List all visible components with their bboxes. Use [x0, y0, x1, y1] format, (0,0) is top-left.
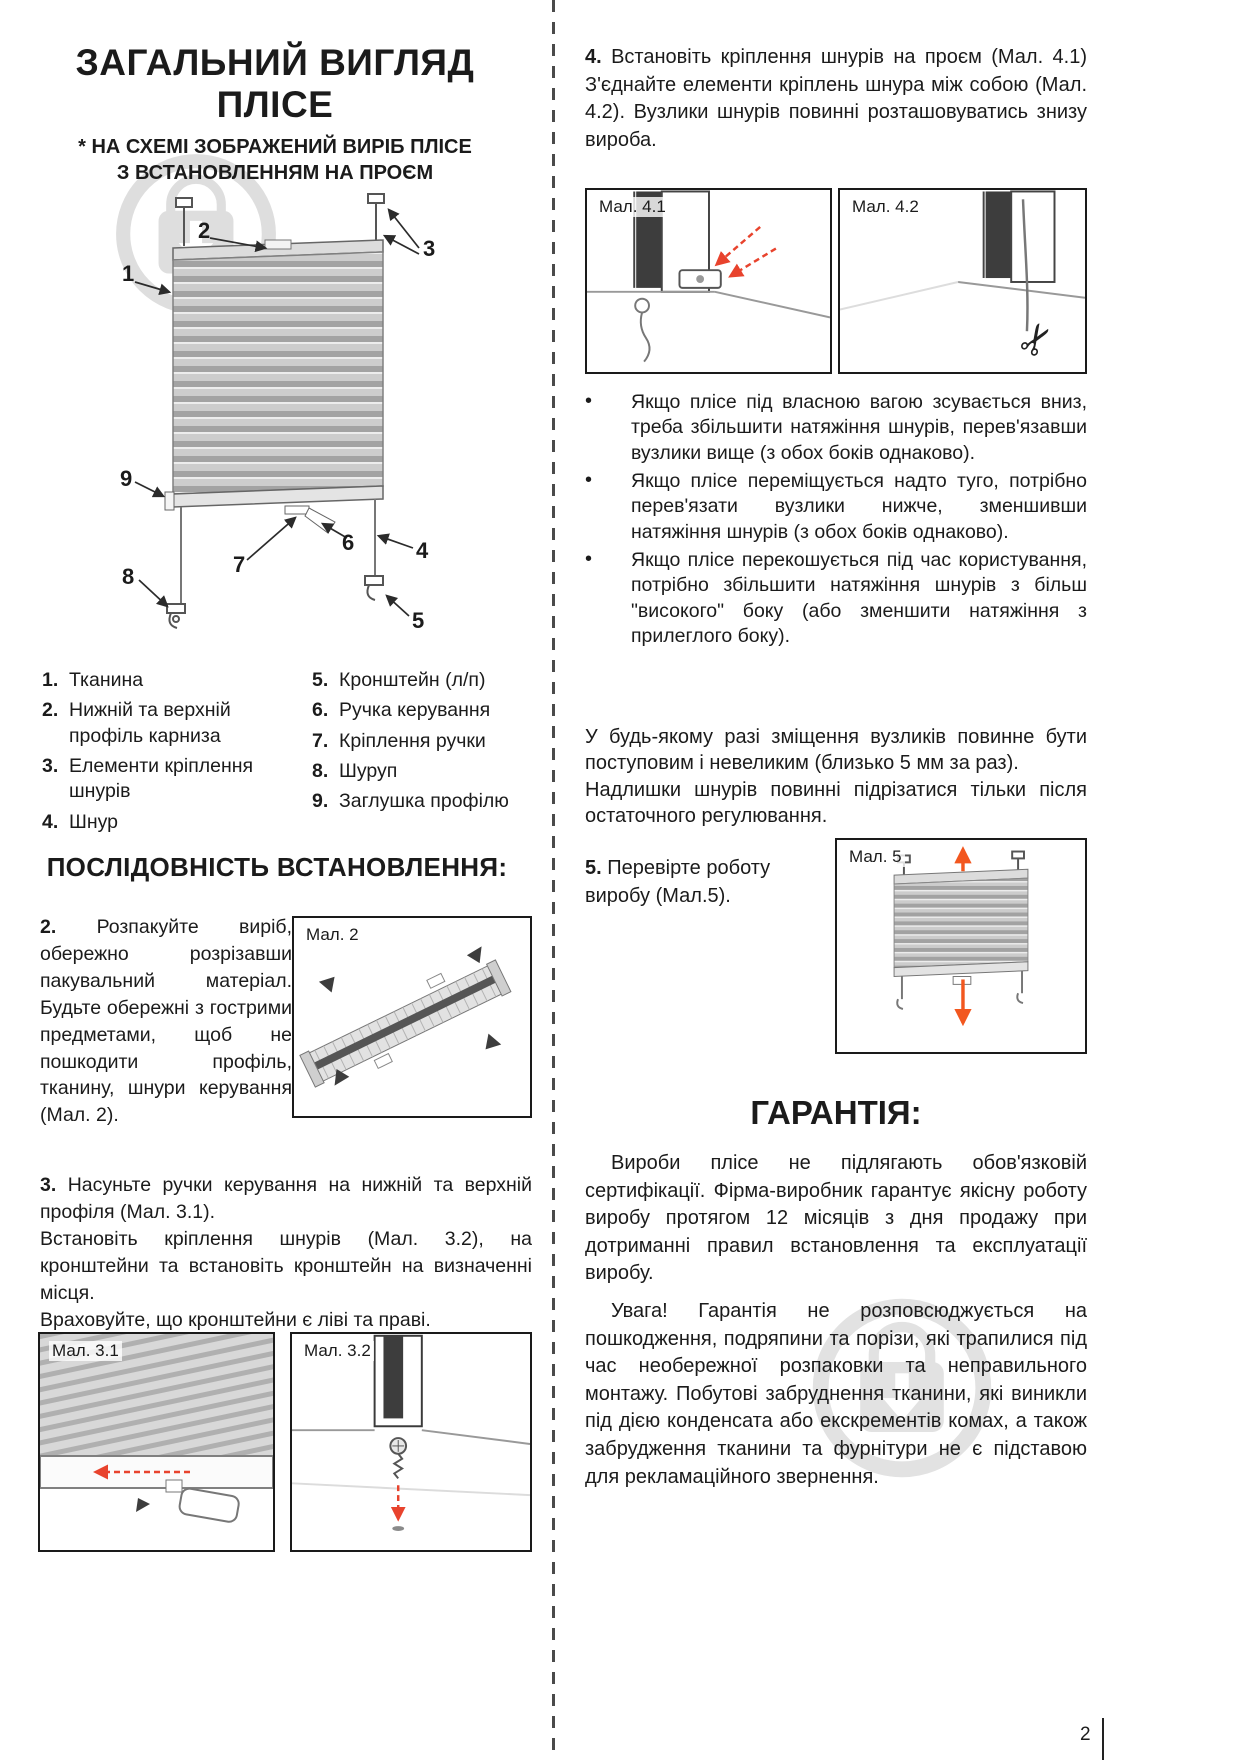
column-divider	[552, 0, 555, 1760]
diagram-number-3: 3	[423, 236, 436, 261]
operation-check-image	[837, 840, 1085, 1052]
page-number-rule	[1102, 1718, 1104, 1760]
legend-text: Кронштейн (л/п)	[339, 669, 486, 691]
step-3-text1: Насуньте ручки керування на нижній та верхній профіля (Мал. 3.1).	[40, 1174, 532, 1223]
legend-text: Шуруп	[339, 760, 398, 783]
step-5-number: 5.	[585, 857, 602, 879]
figure-3-1-label: Мал. 3.1	[49, 1341, 122, 1361]
legend-text: Нижній та верхній профіль карниза	[69, 699, 231, 747]
legend-item	[42, 668, 294, 693]
scissors-icon: ✂	[1008, 312, 1066, 367]
note-text-2: Надлишки шнурів повинні підрізатися тільки після остаточного регулювання.	[585, 778, 1087, 828]
legend-item	[42, 810, 294, 835]
step-3-line1	[40, 1172, 532, 1226]
legend-number: 5.	[312, 669, 329, 691]
legend-number: 3.	[42, 755, 59, 778]
bullet-dot	[585, 469, 631, 545]
step-3-line2: Встановіть кріплення шнурів (Мал. 3.2), на кронштейни та встановіть кронштейн на визначенні місця.	[40, 1227, 532, 1304]
legend-text: Елементи кріплення шнурів	[69, 755, 254, 803]
legend-number: 6.	[312, 699, 329, 722]
step-3-number: 3.	[40, 1174, 57, 1196]
bullet-item	[585, 390, 1087, 466]
bullet-text: Якщо плісе під власною вагою зсувається вниз, треба збільшити натяжіння шнурів, перев'язавши вузлики вище (з обох боків однаково).	[631, 391, 1087, 464]
warranty-paragraph-2: Увага! Гарантія не розповсюджується на пошкодження, подряпини та порізи, які трапилися під час необережної розпаковки та неправильного монтажу. Побутові забруднення тканини, які виникли під дією конденсата або екскрементів комах, а також забрудження тканини та фурнітури не є підставою для рекламаційного звернення.	[585, 1300, 1087, 1488]
diagram-number-1: 1	[122, 261, 135, 286]
legend-text: Кріплення ручки	[339, 729, 486, 752]
blind-diagram-image	[35, 186, 540, 658]
page-number: 2	[1080, 1724, 1091, 1745]
figure-2-label: Мал. 2	[303, 925, 362, 945]
step-4-paragraph	[585, 44, 1087, 154]
legend-text: Шнур	[69, 810, 119, 833]
step-3-line3: Враховуйте, що кронштейни є ліві та праві.	[40, 1308, 431, 1331]
diagram-number-8: 8	[122, 564, 135, 589]
step-4-text: Встановіть кріплення шнурів на проєм (Мал. 4.1) З'єднайте елементи кріплень шнура між собою (Мал. 4.2). Вузлики шнурів повинні розташовуватись знизу вироба.	[585, 46, 1087, 151]
figure-4-2	[838, 188, 1087, 374]
page-title	[38, 42, 512, 126]
rolled-blind-image	[294, 918, 530, 1116]
legend-number: 7.	[312, 729, 329, 752]
diagram-number-7: 7	[233, 552, 246, 577]
figure-4-2-label: Мал. 4.2	[849, 197, 922, 217]
handle-install-image	[40, 1334, 273, 1550]
legend-text: Тканина	[69, 669, 144, 691]
overview-diagram	[35, 186, 540, 658]
legend-item	[312, 789, 537, 814]
diagram-number-5: 5	[412, 608, 425, 633]
figure-5	[835, 838, 1087, 1054]
legend-item	[312, 668, 537, 693]
sequence-heading: ПОСЛІДОВНІСТЬ ВСТАНОВЛЕННЯ:	[46, 852, 508, 882]
step-2-number: 2.	[40, 916, 57, 938]
step-2-paragraph	[40, 914, 292, 1129]
diagram-number-6: 6	[342, 530, 355, 555]
legend-number: 8.	[312, 760, 329, 783]
bullet-item	[585, 469, 1087, 545]
legend-item	[312, 759, 537, 784]
warranty-paragraph-1: Вироби плісе не підлягають обов'язковій сертифікації. Фірма-виробник гарантує якісну роботу виробу протягом 12 місяців з дня продажу при дотриманні правил встановлення та експлуатації виробу.	[585, 1152, 1087, 1285]
title-line1: ЗАГАЛЬНИЙ ВИГЛЯД	[75, 42, 475, 83]
legend-column-1	[42, 668, 294, 840]
diagram-number-9: 9	[120, 466, 133, 491]
cord-trim-image	[840, 190, 1085, 372]
figure-3-2	[290, 1332, 532, 1552]
diagram-number-4: 4	[416, 538, 429, 563]
figure-5-label: Мал. 5	[846, 847, 905, 867]
legend-item	[42, 754, 294, 805]
figure-3-2-label: Мал. 3.2	[301, 1341, 374, 1361]
step-2-text: Розпакуйте виріб, обережно розрізавши пакувальний матеріал. Будьте обережні з гострими предметами, щоб не пошкодити профіль, тканину, шнури керування (Мал. 2).	[40, 916, 292, 1127]
legend-number: 4.	[42, 810, 59, 833]
warranty-heading: ГАРАНТІЯ:	[750, 1094, 922, 1131]
figure-2	[292, 916, 532, 1118]
legend-item	[312, 698, 537, 723]
adjustment-bullet-list	[585, 390, 1087, 652]
cord-bracket-image	[587, 190, 830, 372]
bullet-text: Якщо плісе переміщується надто туго, потрібно перев'язати вузлики нижче, зменшивши натяжіння шнурів (з обох боків однаково).	[631, 470, 1087, 543]
bullet-dot	[585, 390, 631, 466]
figure-3-1	[38, 1332, 275, 1552]
subtitle-line2: З ВСТАНОВЛЕННЯМ НА ПРОЄМ	[116, 162, 434, 185]
bullet-item	[585, 548, 1087, 649]
legend-item	[42, 698, 294, 749]
bullet-text: Якщо плісе перекошується під час користування, потрібно збільшити натяжіння шнурів з більш "високого" боку (або зменшити натяжіння з прилеглого боку).	[631, 549, 1087, 648]
note-text-1: У будь-якому разі зміщення вузликів повинне бути поступовим і невеликим (близько 5 мм за раз).	[585, 726, 1087, 775]
legend-item	[312, 729, 537, 754]
step-5-text: Перевірте роботу виробу (Мал.5).	[585, 857, 771, 907]
bullet-dot	[585, 548, 631, 649]
figure-4-1	[585, 188, 832, 374]
page-subtitle	[38, 134, 512, 187]
adjustment-note	[585, 724, 1087, 830]
legend-number: 9.	[312, 790, 329, 813]
legend-text: Заглушка профілю	[339, 790, 509, 813]
legend-number: 1.	[42, 669, 59, 691]
screw-install-image	[292, 1334, 530, 1550]
legend-column-2	[312, 668, 537, 820]
step-5-paragraph	[585, 854, 830, 910]
step-4-number: 4.	[585, 46, 602, 68]
legend-text: Ручка керування	[339, 699, 491, 722]
step-3-paragraph	[40, 1172, 532, 1333]
subtitle-line1: * НА СХЕМІ ЗОБРАЖЕНИЙ ВИРІБ ПЛІСЕ	[78, 136, 472, 158]
legend-number: 2.	[42, 699, 59, 722]
figure-4-1-label: Мал. 4.1	[596, 197, 669, 217]
title-line2: ПЛІСЕ	[216, 83, 334, 125]
diagram-number-2: 2	[198, 218, 211, 243]
